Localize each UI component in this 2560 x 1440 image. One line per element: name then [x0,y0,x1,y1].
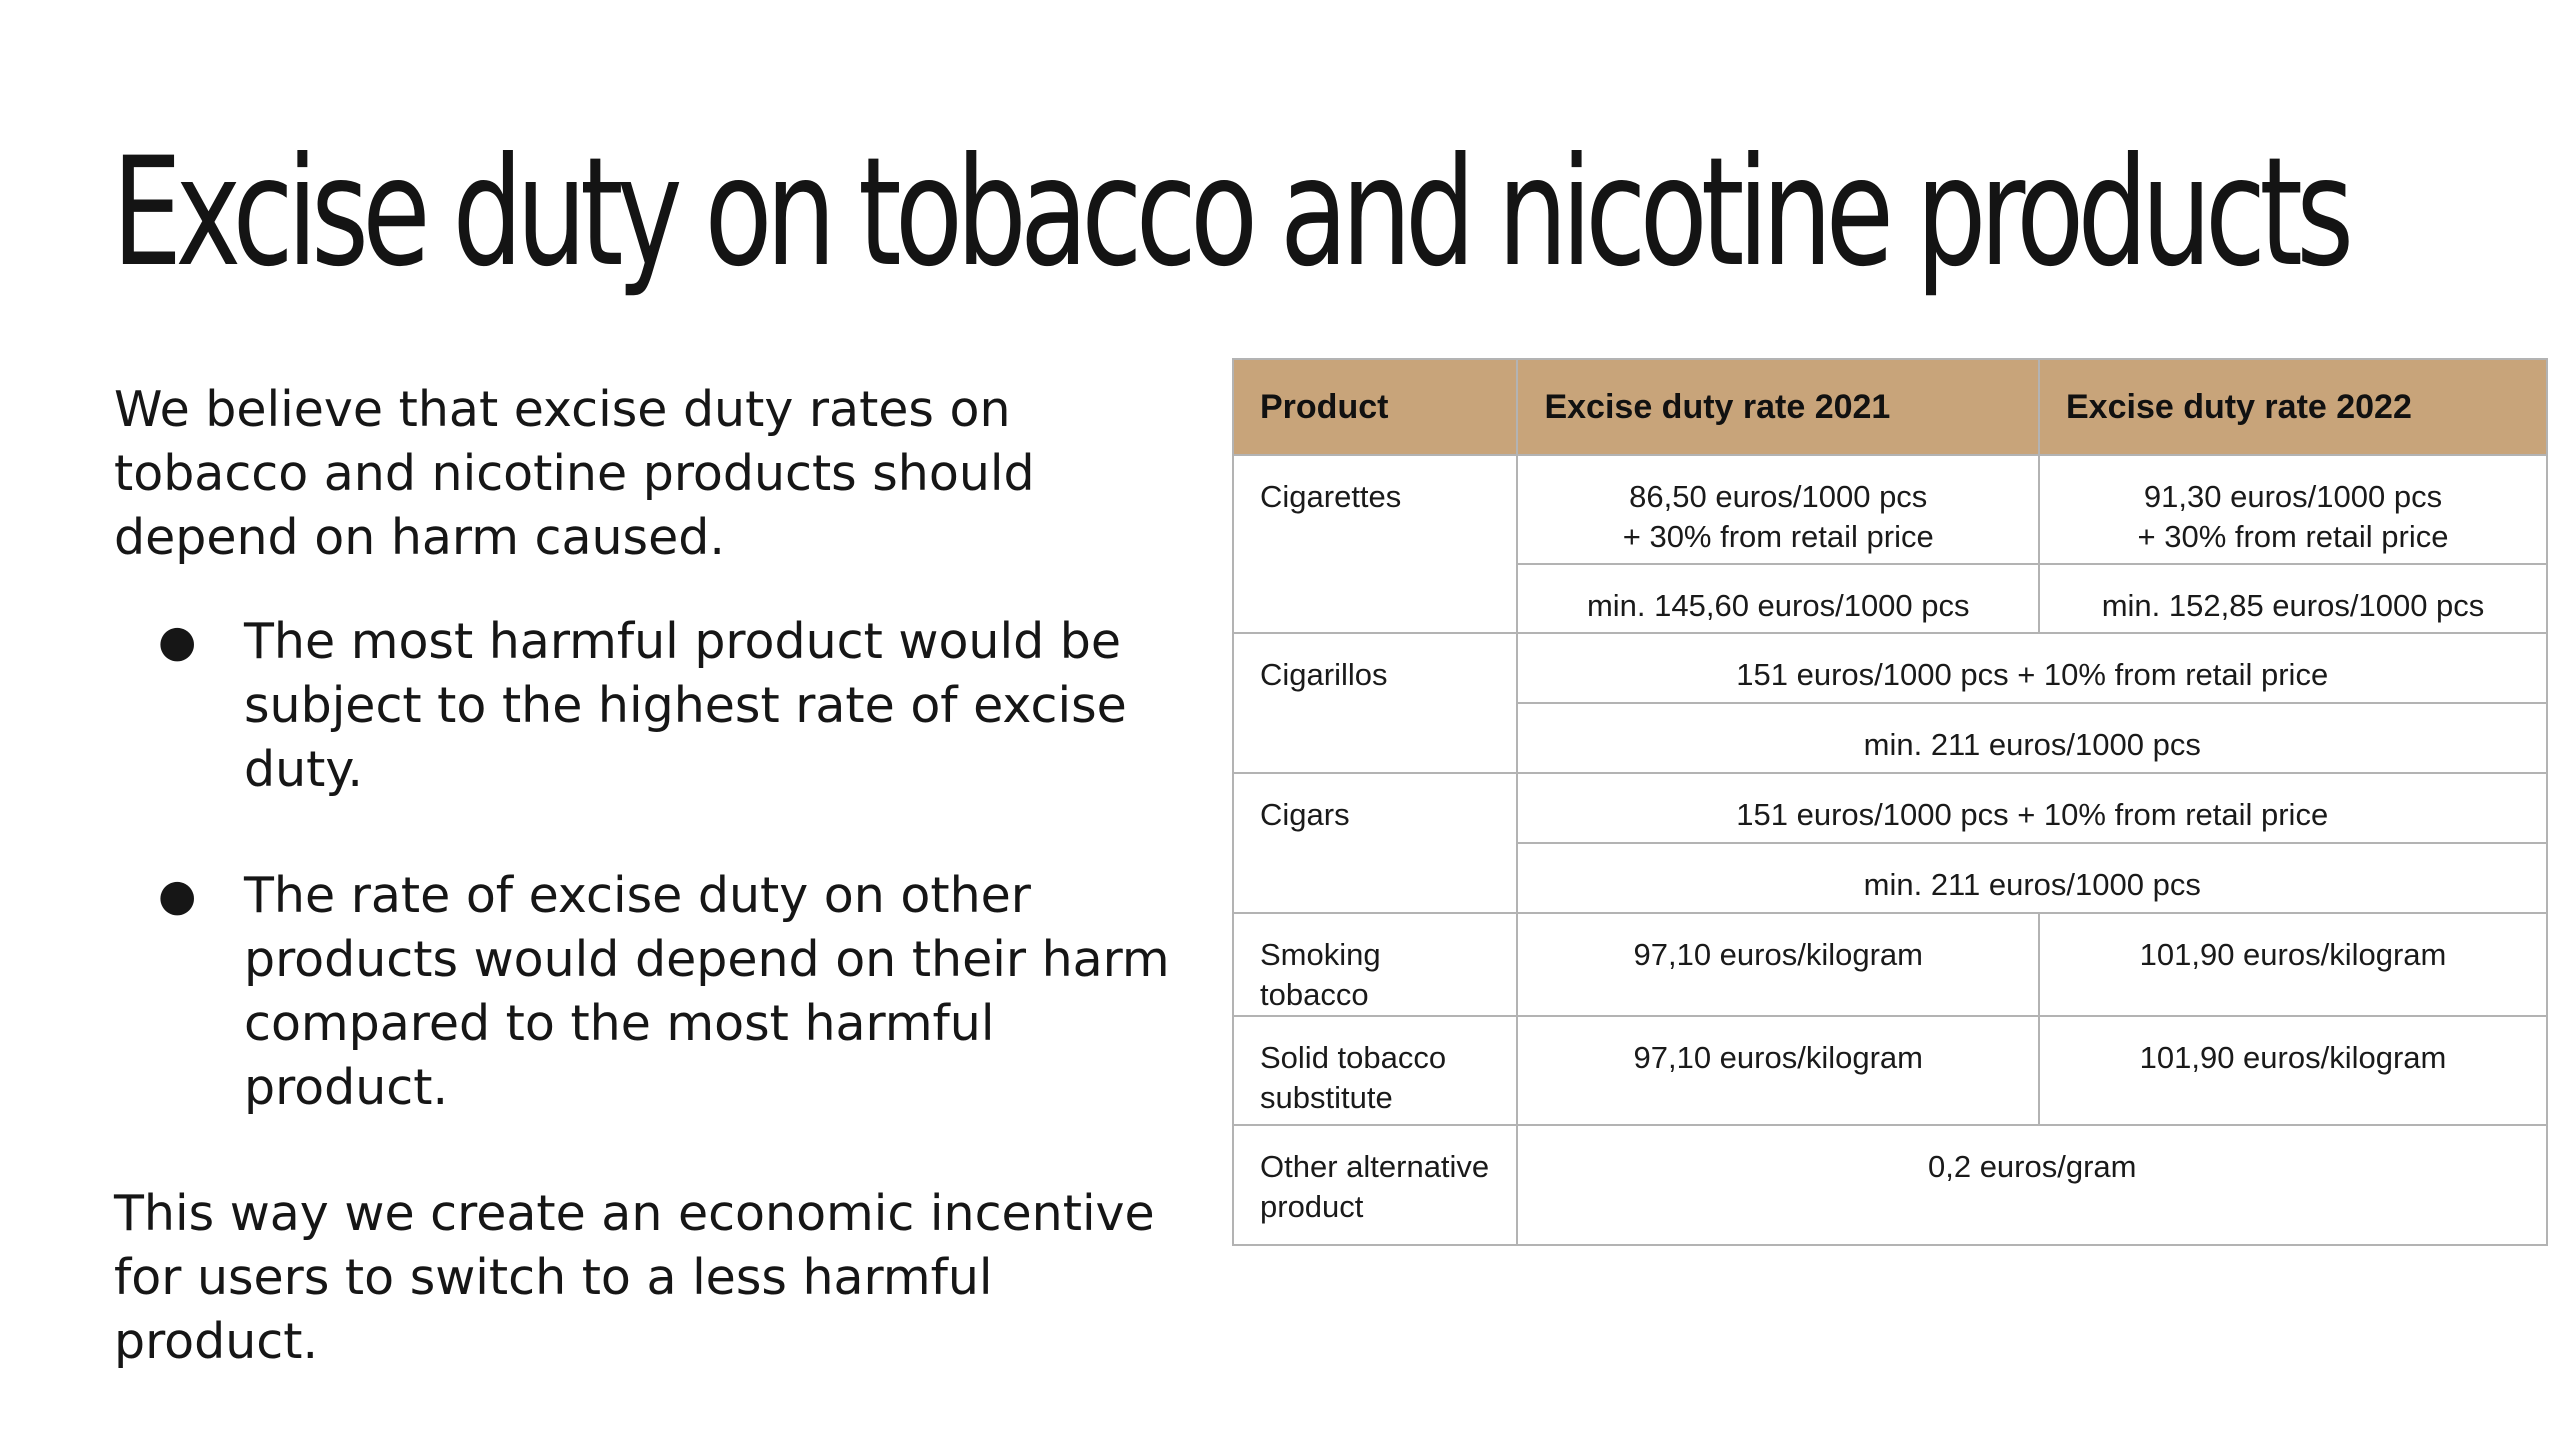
rate-2021-cell: 97,10 euros/kilogram [1517,913,2039,1016]
rate-cell: 0,2 euros/gram [1517,1125,2547,1245]
min-2021-cell: min. 145,60 euros/1000 pcs [1517,564,2039,633]
rate-2022-cell: 101,90 euros/kilogram [2039,1016,2547,1125]
bullet-dot-icon: ● [158,616,197,667]
rate-line: + 30% from retail price [1622,519,1934,554]
product-line: substitute [1260,1080,1393,1115]
product-cell: Smoking tobacco [1233,913,1517,1016]
bullet-text: The rate of excise duty on other products would depend on their harm compared to the most harmful product. [244,867,1170,1116]
rate-2021-cell [1517,455,2039,564]
outro-paragraph: This way we create an economic incentive for users to switch to a less harmful product. [114,1185,1155,1370]
bullet-item [114,864,1194,1120]
bullet-text: The most harmful product would be subject to the highest rate of excise duty. [244,613,1127,798]
product-cell: Cigarillos [1233,633,1517,773]
rate-line: + 30% from retail price [2137,519,2449,554]
rate-line: 91,30 euros/1000 pcs [2143,479,2443,514]
excise-duty-table [1232,358,2548,1246]
header-rate-2021: Excise duty rate 2021 [1517,359,2039,455]
product-line: Other alternative [1260,1149,1490,1184]
rate-cell: 151 euros/1000 pcs + 10% from retail price [1517,773,2547,843]
bullet-item [114,610,1194,802]
product-cell: Cigars [1233,773,1517,913]
rate-2022-cell [2039,455,2547,564]
bullet-list [114,610,1194,1120]
table-row-cigars [1233,773,2547,843]
table-row-other-alternative [1233,1125,2547,1245]
product-line: product [1260,1189,1364,1224]
table-row-cigarillos [1233,633,2547,703]
product-cell [1233,1125,1517,1245]
table-row-smoking-tobacco [1233,913,2547,1016]
header-product: Product [1233,359,1517,455]
intro-paragraph: We believe that excise duty rates on tobacco and nicotine products should depend on harm caused. [114,381,1035,566]
product-cell [1233,1016,1517,1125]
slide-body [114,378,1194,1374]
header-rate-2022: Excise duty rate 2022 [2039,359,2547,455]
rate-cell: 151 euros/1000 pcs + 10% from retail price [1517,633,2547,703]
rate-line: 86,50 euros/1000 pcs [1629,479,1928,514]
slide-title: Excise duty on tobacco and nicotine products [112,126,2348,300]
product-cell: Cigarettes [1233,455,1517,633]
table-row-solid-tobacco-substitute [1233,1016,2547,1125]
min-cell: min. 211 euros/1000 pcs [1517,703,2547,773]
min-cell: min. 211 euros/1000 pcs [1517,843,2547,913]
product-line: Solid tobacco [1260,1040,1447,1075]
table-header-row [1233,359,2547,455]
bullet-dot-icon: ● [158,870,197,921]
rate-2022-cell: 101,90 euros/kilogram [2039,913,2547,1016]
rate-2021-cell: 97,10 euros/kilogram [1517,1016,2039,1125]
min-2022-cell: min. 152,85 euros/1000 pcs [2039,564,2547,633]
table-row-cigarettes [1233,455,2547,564]
